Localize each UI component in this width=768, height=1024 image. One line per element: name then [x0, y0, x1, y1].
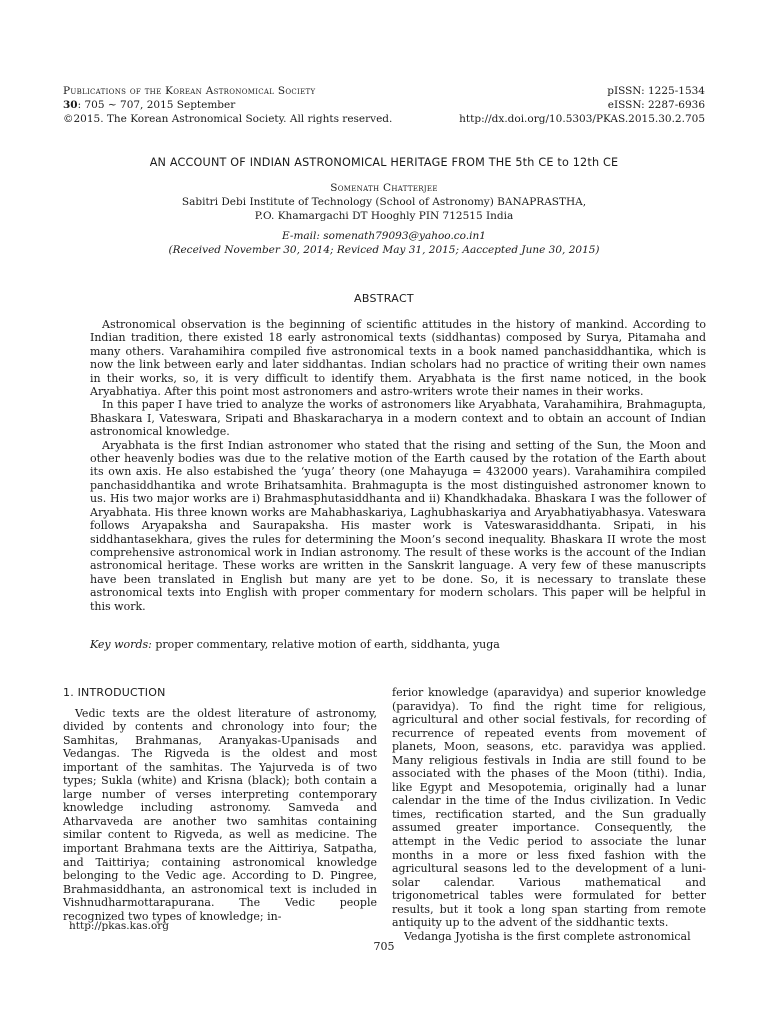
- eissn: eISSN: 2287-6936: [607, 99, 705, 111]
- section-heading-introduction: 1. INTRODUCTION: [63, 686, 166, 699]
- affiliation-line-1: Sabitri Debi Institute of Technology (School of Astronomy) BANAPRASTHA,: [181, 196, 587, 208]
- keywords-label: Key words:: [90, 638, 152, 651]
- pissn: pISSN: 1225-1534: [607, 85, 705, 97]
- right-column: [392, 686, 706, 943]
- volume-number: 30: [63, 99, 78, 111]
- author-email[interactable]: E-mail: somenath79093@yahoo.co.in1: [282, 230, 486, 242]
- footer-url[interactable]: [63, 920, 363, 932]
- volume-pages: : 705 ∼ 707, 2015 September: [77, 99, 236, 111]
- journal-name: Publications of the Korean Astronomical Society: [63, 85, 316, 97]
- abstract-heading: ABSTRACT: [354, 292, 414, 305]
- affiliation-line-2: P.O. Khamargachi DT Hooghly PIN 712515 India: [254, 210, 514, 222]
- journal-header: [63, 84, 443, 126]
- abstract-paragraph-1: Astronomical observation is the beginning of scientific attitudes in the history of mankind. According to Indian tradition, there existed 18 early astronomical texts (siddhantas) composed by Surya, Pitamaha and many others. Varahamihira compiled five astronomical texts in a book named panchasiddhantika, which is now the link between early and later siddhantas. Indian scholars had no practice of writing their own names in their works, so, it is very difficult to identify them. Aryabhata is the first name noticed, in the book Aryabhatiya. After this point most astronomers and astro-writers wrote their names in their works.: [90, 318, 706, 399]
- volume-line: [63, 98, 443, 112]
- keywords-text: proper commentary, relative motion of earth, siddhanta, yuga: [155, 638, 500, 651]
- left-column: [63, 686, 377, 923]
- keywords: [90, 638, 706, 652]
- abstract-paragraph-2: In this paper I have tried to analyze the works of astronomers like Aryabhata, Varahamihira, Brahmagupta, Bhaskara I, Vateswara, Sripati and Bhaskaracharya in a modern context and to obtain an account of Indian astronomical knowledge.: [90, 398, 706, 439]
- abstract-body: [90, 318, 706, 613]
- page-number: 705: [373, 940, 395, 953]
- abstract-paragraph-3: Aryabhata is the first Indian astronomer who stated that the rising and setting of the Sun, the Moon and other heavenly bodies was due to the relative motion of the Earth caused by the rotation of the Earth about its own axis. He also estabished the ‘yuga’ theory (one Mahayuga = 432000 years). Varahamihira compiled panchasiddhantika and wrote Brihatsamhita. Brahmagupta is the most distinguished astronomer known to us. His two major works are i) Brahmasphutasiddhanta and ii) Khandkhadaka. Bhaskara I was the follower of Aryabhata. His three known works are Mahabhaskariya, Laghubhaskariya and Aryabhatiyabhasya. Vateswara follows Aryapaksha and Saurapaksha. His master work is Vateswarasiddhanta. Sripati, in his siddhantasekhara, gives the rules for determining the Moon’s second inequality. Bhaskara II wrote the most comprehensive astronomical work in Indian astronomy. The result of these works is the account of the Indian astronomical heritage. These works are written in the Sanskrit language. A very few of these manuscripts have been translated in English but many are yet to be done. So, it is necessary to translate these astronomical texts into English with proper commentary for modern scholars. This paper will be helpful in this work.: [90, 438, 706, 613]
- doi-link[interactable]: http://dx.doi.org/10.5303/PKAS.2015.30.2.705: [459, 113, 705, 125]
- intro-paragraph-1-continued: ferior knowledge (aparavidya) and superior knowledge (paravidya). To find the right time for religious, agricultural and other social festivals, for recording of recurrence of repeated events from movement of planets, Moon, seasons, etc. paravidya was applied. Many religious festivals in India are still found to be associated with the phases of the Moon (tithi). India, like Egypt and Mesopotemia, originally had a lunar calendar in the time of the Indus civilization. In Vedic times, rectification started, and the Sun gradually assumed greater importance. Consequently, the attempt in the Vedic period to associate the lunar months in a more or less fixed fashion with the agricultural seasons led to the development of a luni-solar calendar. Various mathematical and trigonometrical tables were formulated for better results, but it took a long span starting from remote antiquity up to the advent of the siddhantic texts.: [392, 686, 706, 930]
- issn-block: [440, 84, 705, 126]
- intro-paragraph-2: Vedanga Jyotisha is the first complete astronomical: [404, 929, 691, 943]
- author-name: Somenath Chatterjee: [330, 182, 438, 194]
- copyright-line: ©2015. The Korean Astronomical Society. All rights reserved.: [63, 113, 393, 125]
- author-block: [63, 181, 705, 257]
- footer-url-text[interactable]: http://pkas.kas.org: [69, 920, 170, 932]
- paper-title: AN ACCOUNT OF INDIAN ASTRONOMICAL HERITAGE FROM THE 5th CE to 12th CE: [149, 156, 619, 169]
- intro-paragraph-1: Vedic texts are the oldest literature of astronomy, divided by contents and chronology into four; the Samhitas, Brahmanas, Aranyakas-Upanisads and Vedangas. The Rigveda is the oldest and most important of the samhitas. The Yajurveda is of two types; Sukla (white) and Krisna (black); both contain a large number of verses interpreting contemporary knowledge including astronomy. Samveda and Atharvaveda are another two samhitas containing similar content to Rigveda, as well as medicine. The important Brahmana texts are the Aittiriya, Satpatha, and Taittiriya; containing astronomical knowledge belonging to the Vedic age. According to D. Pingree, Brahmasiddhanta, an astronomical text is included in Vishnudharmottarapurana. The Vedic people recognized two types of knowledge; in-: [63, 706, 377, 923]
- received-dates: (Received November 30, 2014; Reviced May 31, 2015; Aaccepted June 30, 2015): [168, 244, 600, 256]
